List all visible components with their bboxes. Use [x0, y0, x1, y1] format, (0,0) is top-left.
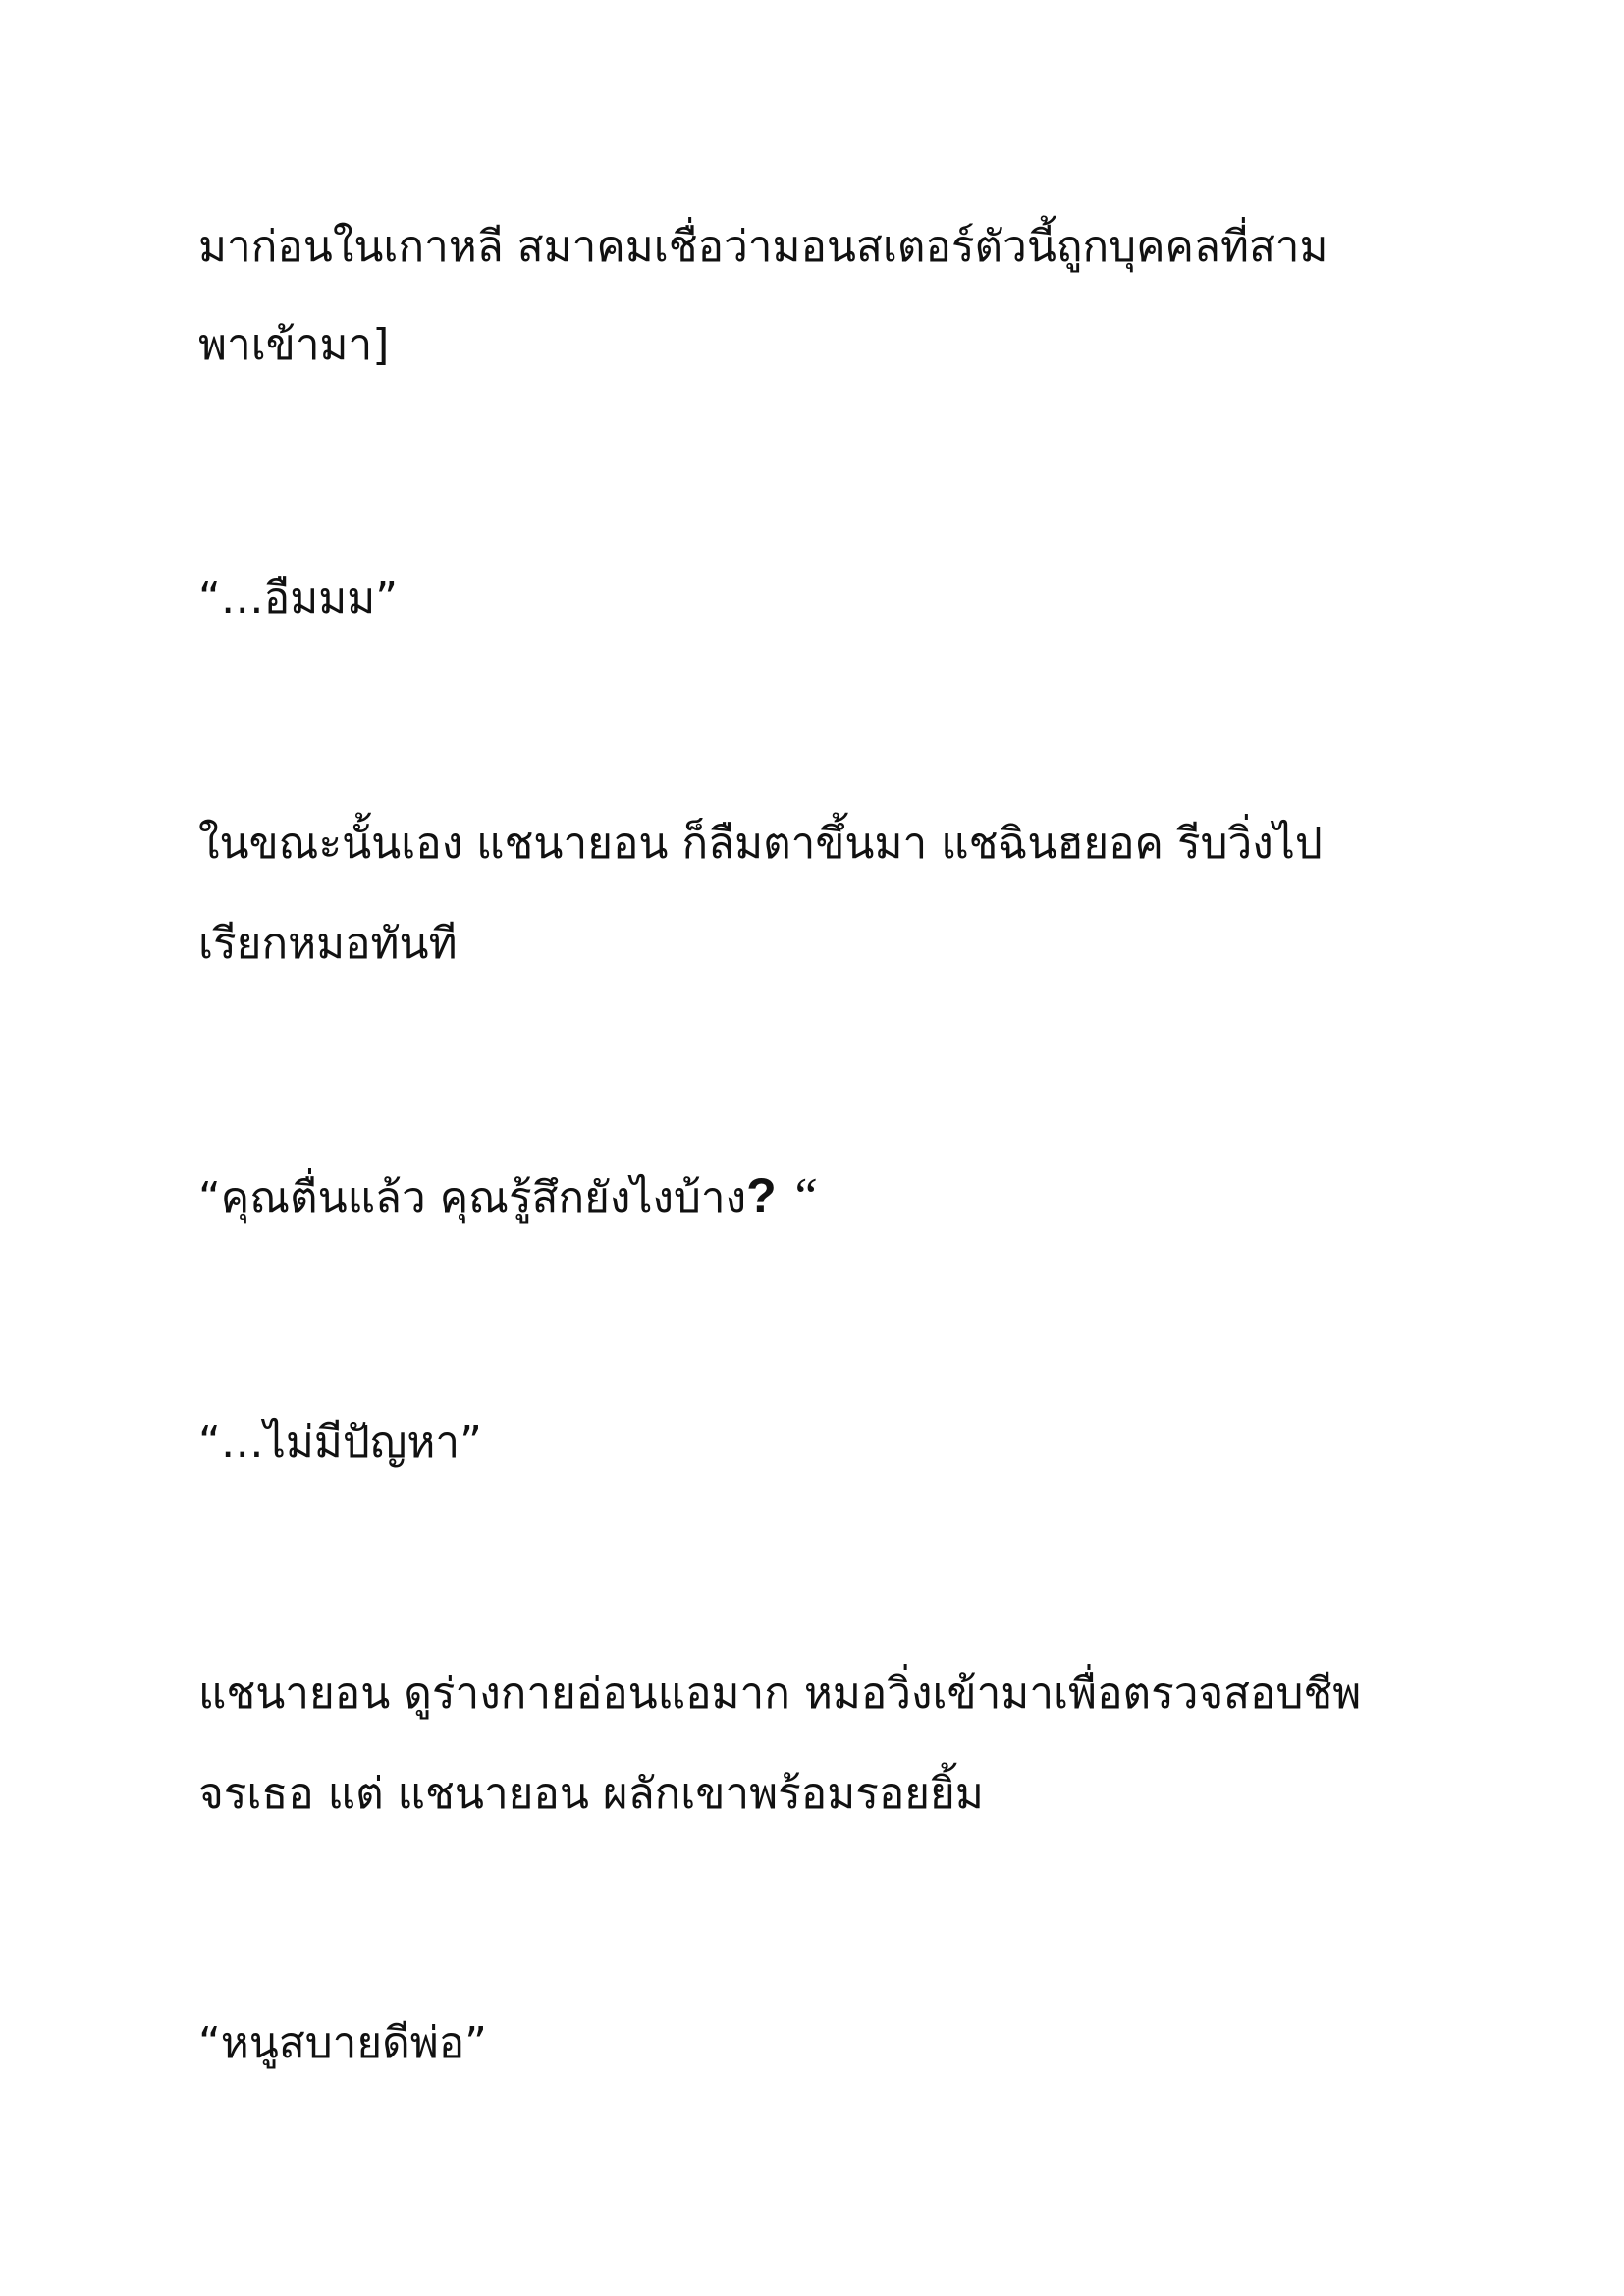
paragraph-6-line-2: จรเธอ แต่ แชนายอน ผลักเขาพร้อมรอยยิ้ม — [198, 1769, 984, 1819]
closing-quote-mark: “ — [789, 1168, 819, 1224]
paragraph-3-line-1: ในขณะนั้นเอง แชนายอน ก็ลืมตาขึ้นมา แชฉินฮยอค รีบวิ่งไป — [198, 819, 1323, 869]
question-mark: ? — [746, 1168, 790, 1223]
paragraph-1-line-1: มาก่อนในเกาหลี สมาคมเชื่อว่ามอนสเตอร์ตัวนี้ถูกบุคคลที่สาม — [198, 222, 1328, 272]
paragraph-6-line-1: แชนายอน ดูร่างกายอ่อนแอมาก หมอวิ่งเข้ามาเพื่อตรวจสอบชีพ — [198, 1669, 1362, 1719]
paragraph-7-line-1: “หนูสบายดีพ่อ” — [198, 2018, 487, 2068]
paragraph-1-line-2: พาเข้ามา] — [198, 320, 390, 370]
paragraph-4-line-1 — [198, 1166, 818, 1228]
quote-text: “คุณตื่นแล้ว คุณรู้สึกยังไงบ้าง — [198, 1173, 747, 1223]
paragraph-5-line-1: “…ไม่มีปัญหา” — [198, 1417, 482, 1468]
paragraph-3-line-2: เรียกหมอทันที — [198, 919, 458, 969]
paragraph-2-line-1: “…อืมมม” — [198, 573, 399, 623]
